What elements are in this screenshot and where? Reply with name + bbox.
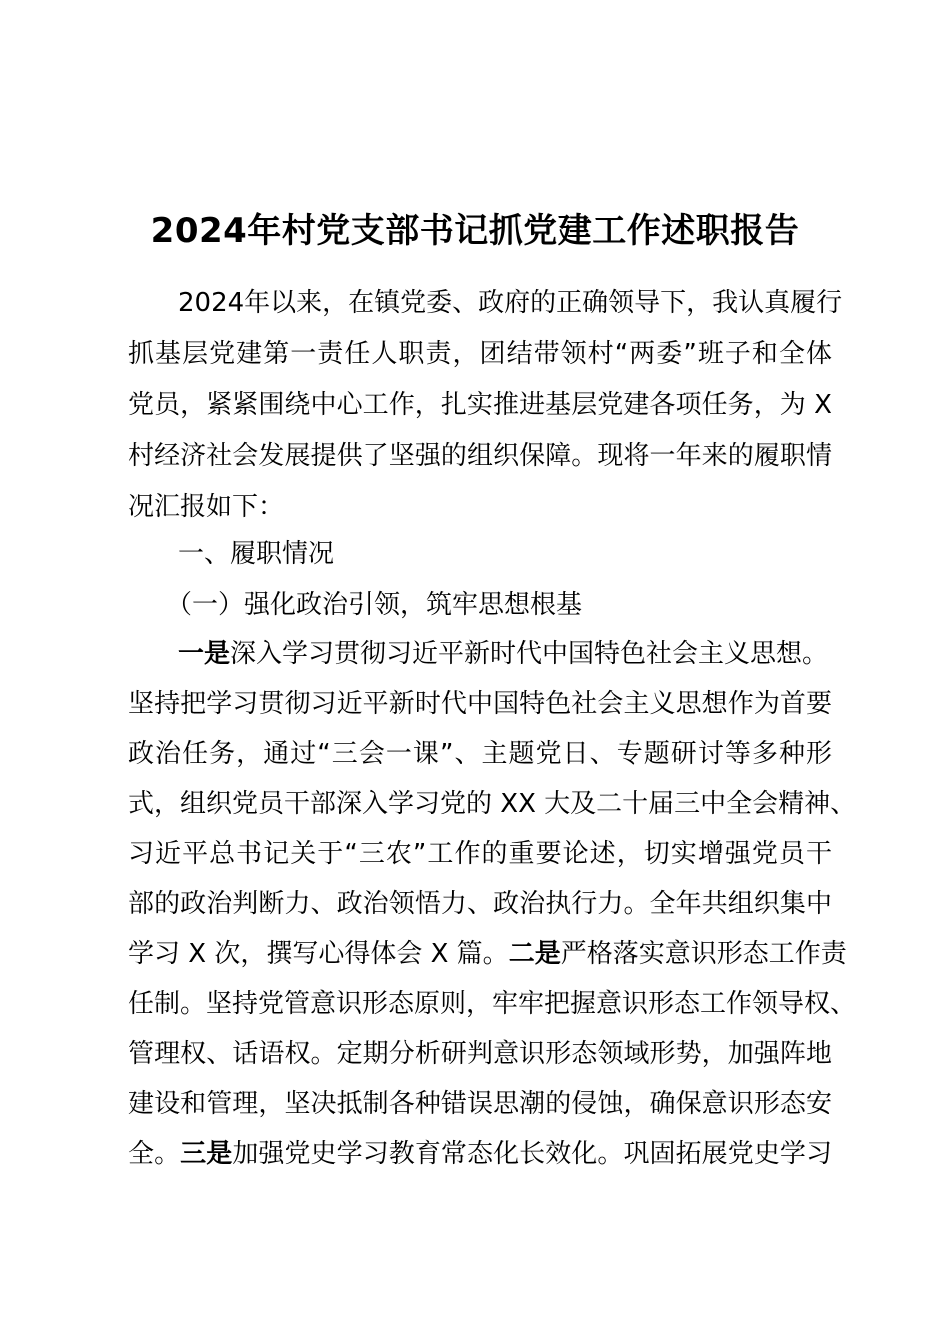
intro-line-2: 抓基层党建第一责任人职责，团结带领村“两委”班子和全体 [128, 339, 832, 369]
body-text: 深入学习贯彻习近平新时代中国特色社会主义思想。 [230, 639, 829, 669]
subsection-heading: （一）强化政治引领，筑牢思想根基 [166, 590, 583, 620]
body-line-6: 部的政治判断力、政治领悟力、政治执行力。全年共组织集中 [128, 889, 832, 919]
body-text: 全。 [128, 1139, 181, 1169]
body-text: 学习 X 次，撰写心得体会 X 篇。 [128, 939, 509, 969]
body-line-5: 习近平总书记关于“三农”工作的重要论述，切实增强党员干 [128, 839, 832, 869]
body-line-8: 任制。坚持党管意识形态原则，牢牢把握意识形态工作领导权、 [128, 989, 857, 1019]
body-text: 严格落实意识形态工作责 [560, 939, 847, 969]
body-line-7 [128, 929, 847, 979]
body-line-11 [128, 1129, 832, 1179]
intro-line-3: 党员，紧紧围绕中心工作，扎实推进基层党建各项任务，为 X [128, 390, 832, 420]
point-marker-3: 三是 [180, 1139, 233, 1169]
section-heading: 一、履职情况 [178, 539, 335, 569]
intro-line-4: 村经济社会发展提供了坚强的组织保障。现将一年来的履职情 [128, 441, 832, 471]
intro-line-1: 2024年以来，在镇党委、政府的正确领导下，我认真履行 [178, 288, 843, 318]
body-line-1 [178, 629, 828, 679]
body-line-10: 建设和管理，坚决抵制各种错误思潮的侵蚀，确保意识形态安 [128, 1089, 832, 1119]
document-title: 2024年村党支部书记抓党建工作述职报告 [150, 211, 800, 251]
body-text: 加强党史学习教育常态化长效化。巩固拓展党史学习 [232, 1139, 832, 1169]
body-line-2: 坚持把学习贯彻习近平新时代中国特色社会主义思想作为首要 [128, 689, 832, 719]
body-line-4: 式，组织党员干部深入学习党的 XX 大及二十届三中全会精神、 [128, 789, 857, 819]
body-line-3: 政治任务，通过“三会一课”、主题党日、专题研讨等多种形 [128, 739, 832, 769]
body-line-9: 管理权、话语权。定期分析研判意识形态领域形势，加强阵地 [128, 1039, 832, 1069]
point-marker-2: 二是 [508, 939, 561, 969]
intro-line-5: 况汇报如下： [128, 492, 285, 522]
point-marker-1: 一是 [178, 639, 231, 669]
